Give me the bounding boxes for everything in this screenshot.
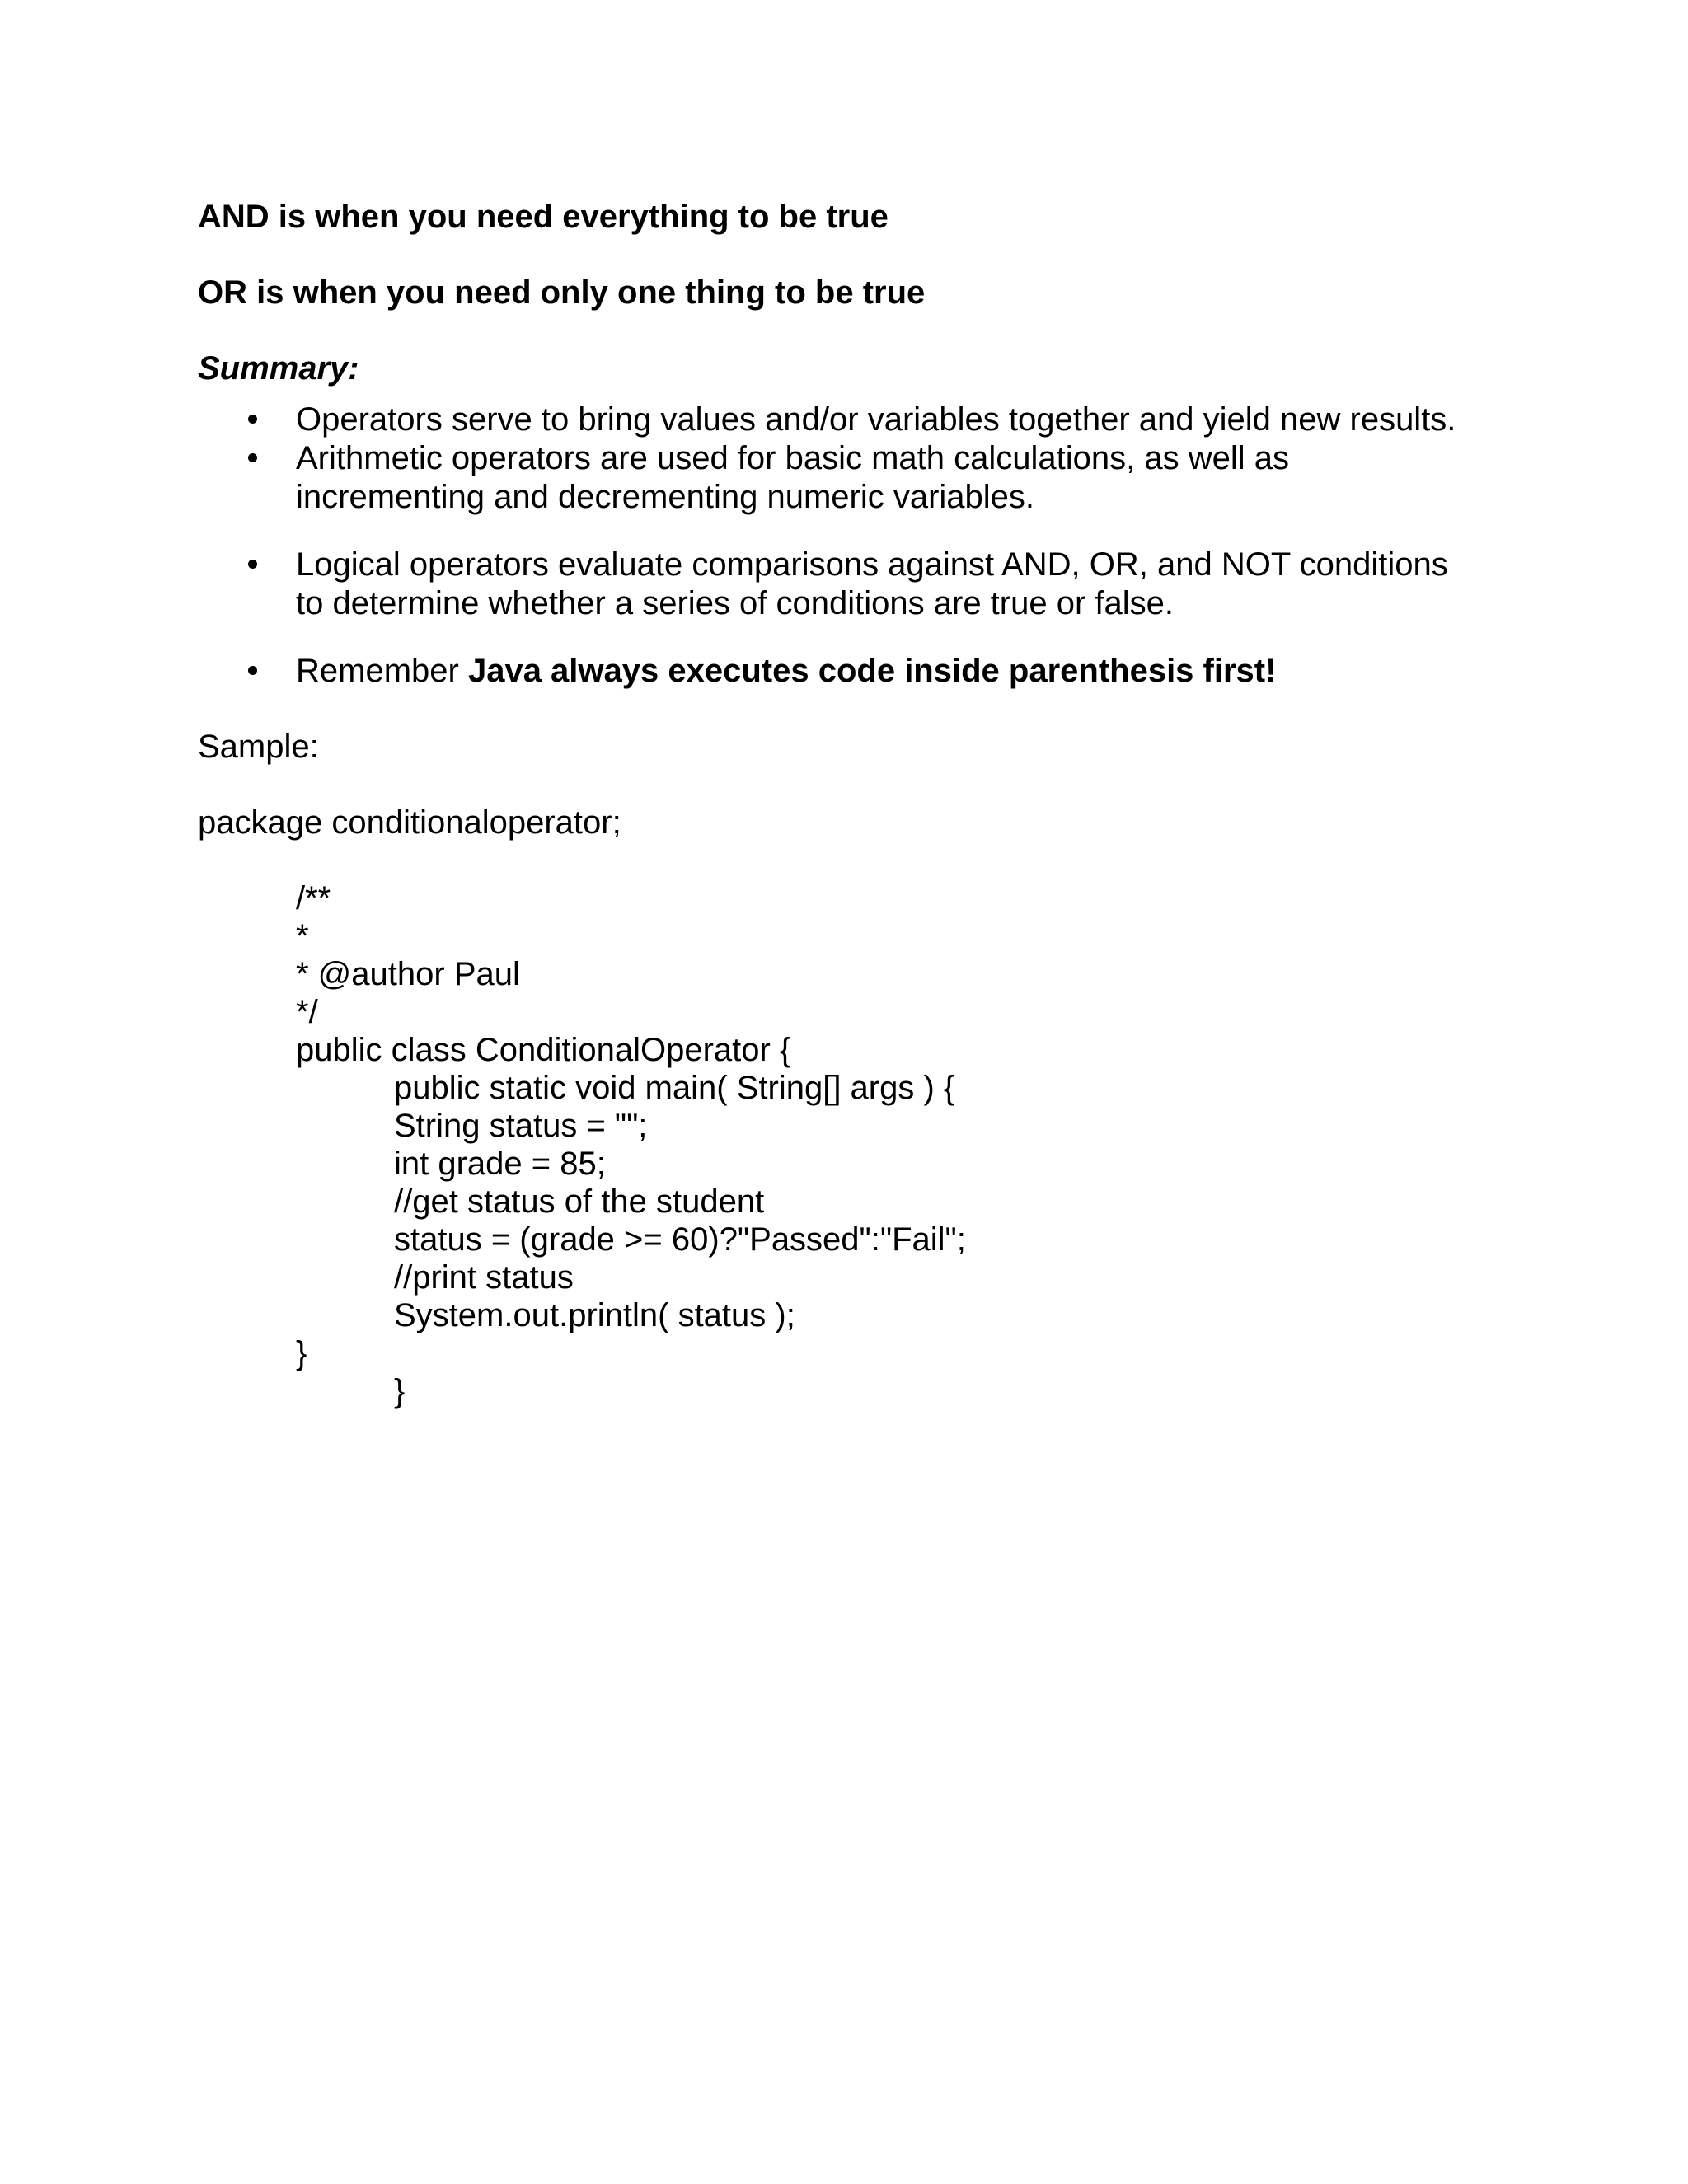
bullet-icon [248, 560, 257, 569]
code-line: * [296, 918, 309, 954]
summary-item-text-line2: to determine whether a series of conditions are true or false. [296, 585, 1174, 621]
code-line: //print status [394, 1259, 574, 1296]
code-line: * @author Paul [296, 956, 520, 992]
summary-item-text-line2: incrementing and decrementing numeric variables. [296, 479, 1035, 515]
code-line: public class ConditionalOperator { [296, 1032, 791, 1068]
bullet-icon [248, 666, 257, 675]
code-line: } [296, 1335, 307, 1371]
bullet-icon [248, 415, 257, 424]
code-line: //get status of the student [394, 1183, 765, 1220]
code-line: public static void main( String[] args ) { [394, 1070, 955, 1106]
summary-item-text-line1: Arithmetic operators are used for basic math calculations, as well as [296, 440, 1289, 476]
code-line: */ [296, 994, 318, 1030]
code-line: status = (grade >= 60)?"Passed":"Fail"; [394, 1221, 966, 1258]
summary-item-prefix: Remember [296, 653, 468, 689]
code-package-line: package conditionaloperator; [198, 804, 621, 841]
summary-item-text [296, 652, 1276, 690]
code-line: String status = ""; [394, 1108, 648, 1144]
and-rule-heading: AND is when you need everything to be true [198, 199, 889, 235]
summary-item-text-line1: Logical operators evaluate comparisons against AND, OR, and NOT conditions [296, 546, 1448, 583]
code-line: /** [296, 880, 331, 916]
summary-item-text: Operators serve to bring values and/or variables together and yield new results. [296, 401, 1456, 438]
code-line: } [394, 1373, 406, 1409]
summary-item-emphasis: Java always executes code inside parenthesis first! [467, 653, 1277, 689]
sample-label: Sample: [198, 729, 319, 765]
code-line: int grade = 85; [394, 1146, 606, 1182]
summary-heading: Summary: [198, 350, 359, 387]
or-rule-heading: OR is when you need only one thing to be true [198, 274, 926, 311]
code-line: System.out.println( status ); [394, 1297, 795, 1333]
bullet-icon [248, 453, 257, 462]
